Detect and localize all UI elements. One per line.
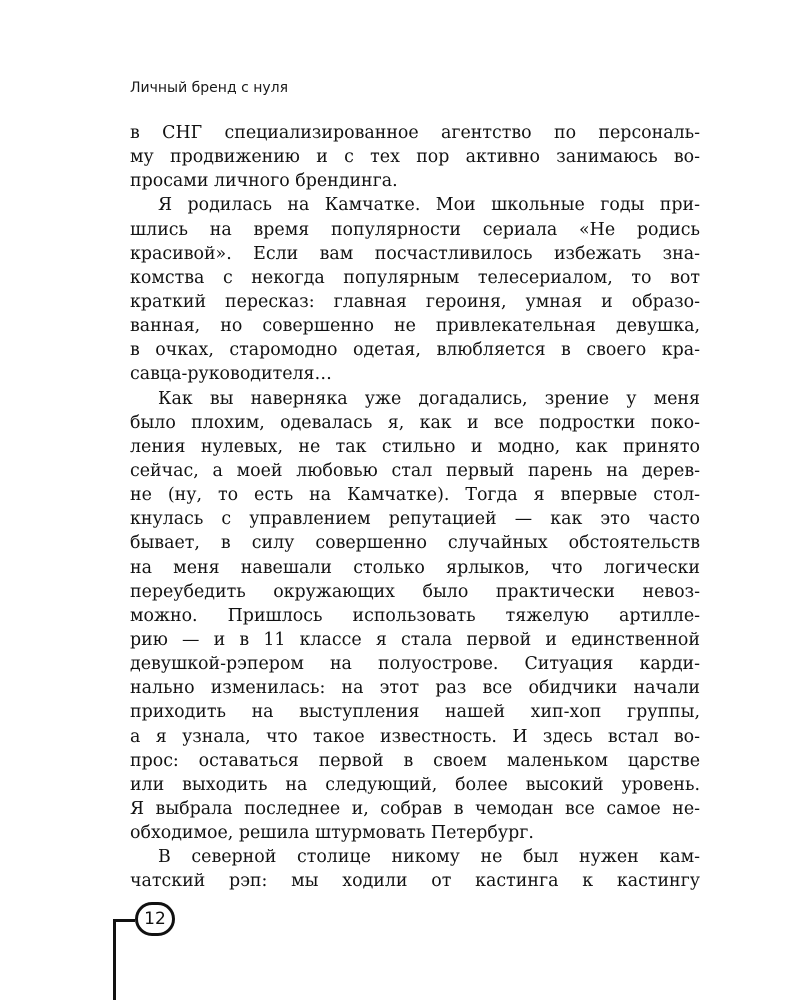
page-number: 12 <box>135 902 175 936</box>
text-line: в СНГ специализированное агентство по персональ- <box>130 123 700 143</box>
text-line: не (ну, то есть на Камчатке). Тогда я впервые стол- <box>130 485 700 506</box>
running-head: Личный бренд с нуля <box>130 80 289 96</box>
text-line: комства с некогда популярным телесериалом, то вот <box>130 267 700 288</box>
text-line: Я выбрала последнее и, собрав в чемодан все самое не- <box>130 798 700 819</box>
text-line: савца-руководителя… <box>130 364 332 385</box>
text-line: краткий пересказ: главная героиня, умная и образо- <box>130 291 700 312</box>
text-line: на меня навешали столько ярлыков, что логически <box>130 557 700 578</box>
text-line: кнулась с управлением репутацией — как это часто <box>130 509 700 530</box>
text-line: бывает, в силу совершенно случайных обстоятельств <box>130 533 700 554</box>
text-line: красивой». Если вам посчастливилось избежать зна- <box>130 243 700 264</box>
text-line: ления нулевых, не так стильно и модно, как принято <box>130 436 700 457</box>
text-line: чатский рэп: мы ходили от кастинга к кастингу <box>130 871 700 892</box>
text-line: переубедить окружающих было практически невоз- <box>130 581 700 602</box>
text-line: Я родилась на Камчатке. Мои школьные годы при- <box>158 195 700 216</box>
text-line: можно. Пришлось использовать тяжелую артилле- <box>130 605 700 626</box>
text-line: Как вы наверняка уже догадались, зрение у меня <box>158 388 700 409</box>
text-line: а я узнала, что такое известность. И здесь встал во- <box>130 726 700 747</box>
text-line: нально изменилась: на этот раз все обидчики начали <box>130 678 700 699</box>
text-line: шлись на время популярности сериала «Не родись <box>130 219 700 240</box>
folio-horizontal-rule <box>113 919 135 922</box>
body-text <box>130 121 700 894</box>
text-line: просами личного брендинга. <box>130 171 398 192</box>
text-line: прос: оставаться первой в своем маленьком царстве <box>130 750 700 771</box>
text-line: или выходить на следующий, более высокий уровень. <box>130 774 700 795</box>
text-line: ванная, но совершенно не привлекательная девушка, <box>130 316 700 337</box>
text-line: рию — и в 11 классе я стала первой и единственной <box>130 629 700 650</box>
text-line: приходить на выступления нашей хип-хоп группы, <box>130 702 700 723</box>
folio-vertical-rule <box>113 920 116 1000</box>
text-line: девушкой-рэпером на полуострове. Ситуация карди- <box>130 654 700 675</box>
text-line: му продвижению и с тех пор активно занимаюсь во- <box>130 147 700 168</box>
text-line: сейчас, а моей любовью стал первый парень на дерев- <box>130 460 700 481</box>
text-line: в очках, старомодно одетая, влюбляется в своего кра- <box>130 340 700 361</box>
text-line: было плохим, одевалась я, как и все подростки поко- <box>130 412 700 433</box>
text-line: обходимое, решила штурмовать Петербург. <box>130 823 534 844</box>
text-line: В северной столице никому не был нужен кам- <box>158 847 700 868</box>
